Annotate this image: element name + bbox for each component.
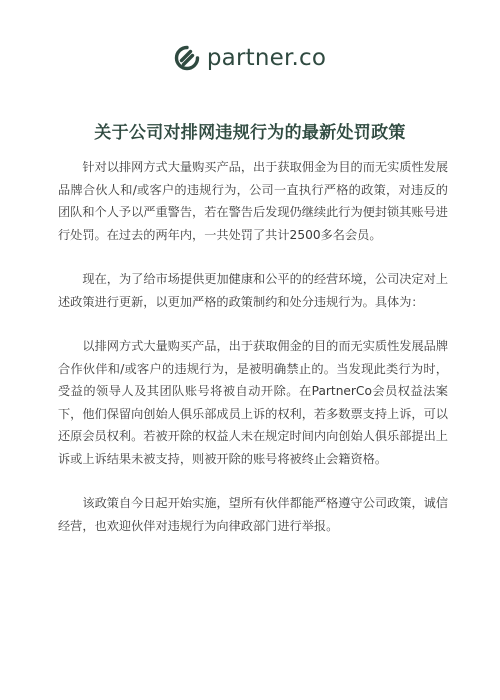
paragraph: 以排网方式大量购买产品，出于获取佣金的目的而无实质性发展品牌合作伙伴和/或客户的违规行为，是被明确禁止的。当发现此类行为时，受益的领导人及其团队账号将被自动开除。在PartnerCo会员权益法案下，他们保留向创始人俱乐部成员上诉的权利，若多数票支持上诉，可以还原会员权利。若被开除的权益人未在规定时间内向创始人俱乐部提出上诉或上诉结果未被支持，则被开除的账号将被终止会籍资格。 xyxy=(58,339,449,466)
brand-logo xyxy=(0,45,500,71)
paragraph: 该政策自今日起开始实施，望所有伙伴都能严格遵守公司政策，诚信经营，也欢迎伙伴对违规行为向律政部门进行举报。 xyxy=(58,496,449,533)
partner-logo-icon xyxy=(174,45,200,71)
paragraph: 针对以排网方式大量购买产品，出于获取佣金为目的而无实质性发展品牌合伙人和/或客户的违规行为，公司一直执行严格的政策，对违反的团队和个人予以严重警告，若在警告后发现仍继续此行为便封锁其账号进行处罚。在过去的两年内，一共处罚了共计2500多名会员。 xyxy=(58,160,449,242)
paragraph: 现在，为了给市场提供更加健康和公平的的经营环境，公司决定对上述政策进行更新，以更加严格的政策制约和处分违规行为。具体为： xyxy=(58,272,449,309)
document-body xyxy=(58,156,448,559)
logo-text: partner.co xyxy=(206,44,327,71)
document-title: 关于公司对排网违规行为的最新处罚政策 xyxy=(94,123,406,143)
